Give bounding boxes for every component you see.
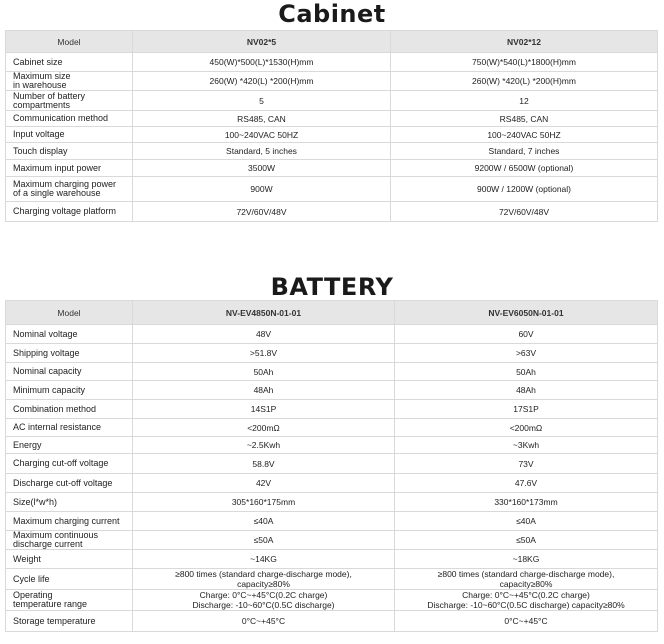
cabinet-row <box>6 53 658 72</box>
cabinet-row-value-2: 72V/60V/48V <box>391 202 658 222</box>
battery-row <box>6 400 658 419</box>
cabinet-row-label: Maximum charging power of a single warehouse <box>6 177 133 202</box>
battery-row-label: Shipping voltage <box>6 344 133 363</box>
battery-row-label: Maximum charging current <box>6 512 133 531</box>
battery-row <box>6 569 658 590</box>
battery-row-value-2: ≤40A <box>395 512 658 531</box>
battery-row-value-1: 0°C~+45°C <box>133 611 395 632</box>
cabinet-row-value-2: Standard, 7 inches <box>391 143 658 160</box>
cabinet-row-label: Touch display <box>6 143 133 160</box>
battery-title: BATTERY <box>270 273 394 301</box>
battery-row-value-1: 58.8V <box>133 454 395 474</box>
battery-row-value-2: Charge: 0°C~+45°C(0.2C charge) Discharge: -10~60°C(0.5C discharge) capacity≥80% <box>395 590 658 611</box>
battery-row-value-1: ≤50A <box>133 531 395 550</box>
cabinet-model-nv02-12: NV02*12 <box>391 31 658 53</box>
battery-row-value-1: ≥800 times (standard charge-discharge mode), capacity≥80% <box>133 569 395 590</box>
battery-row <box>6 590 658 611</box>
battery-spec-table <box>5 300 658 632</box>
cabinet-model-header: Model <box>6 31 133 53</box>
battery-row <box>6 454 658 474</box>
battery-row-value-1: 305*160*175mm <box>133 493 395 512</box>
cabinet-row-value-2: 900W / 1200W (optional) <box>391 177 658 202</box>
battery-row-label: Cycle life <box>6 569 133 590</box>
cabinet-row-value-1: 3500W <box>133 160 391 177</box>
battery-row-value-1: ~2.5Kwh <box>133 437 395 454</box>
cabinet-row-value-1: 5 <box>133 91 391 111</box>
battery-row-value-2: 17S1P <box>395 400 658 419</box>
cabinet-row-label: Number of battery compartments <box>6 91 133 111</box>
battery-row <box>6 474 658 493</box>
battery-row <box>6 344 658 363</box>
battery-header-row <box>6 301 658 325</box>
battery-row <box>6 325 658 344</box>
battery-row-value-1: 42V <box>133 474 395 493</box>
cabinet-row-label: Communication method <box>6 111 133 127</box>
battery-row-value-1: <200mΩ <box>133 419 395 437</box>
cabinet-row <box>6 160 658 177</box>
battery-row-value-2: 0°C~+45°C <box>395 611 658 632</box>
cabinet-row-value-2: RS485, CAN <box>391 111 658 127</box>
battery-row <box>6 531 658 550</box>
cabinet-table-body <box>6 53 658 222</box>
battery-table-body <box>6 325 658 632</box>
battery-row-label: Energy <box>6 437 133 454</box>
cabinet-row-value-1: 450(W)*500(L)*1530(H)mm <box>133 53 391 72</box>
battery-row <box>6 512 658 531</box>
cabinet-row-value-2: 260(W) *420(L) *200(H)mm <box>391 72 658 91</box>
battery-row-value-1: ~14KG <box>133 550 395 569</box>
battery-row-label: Weight <box>6 550 133 569</box>
cabinet-row-value-1: RS485, CAN <box>133 111 391 127</box>
battery-row-value-2: 50Ah <box>395 363 658 381</box>
cabinet-row <box>6 72 658 91</box>
cabinet-row-label: Cabinet size <box>6 53 133 72</box>
battery-row-value-1: ≤40A <box>133 512 395 531</box>
cabinet-row <box>6 127 658 143</box>
battery-row-label: Charging cut-off voltage <box>6 454 133 474</box>
battery-row-label: Discharge cut-off voltage <box>6 474 133 493</box>
cabinet-spec-table <box>5 30 658 222</box>
battery-model-6050: NV-EV6050N-01-01 <box>395 301 658 325</box>
battery-row-value-2: 47.6V <box>395 474 658 493</box>
battery-row-value-2: >63V <box>395 344 658 363</box>
battery-row <box>6 363 658 381</box>
cabinet-row-value-1: 260(W) *420(L) *200(H)mm <box>133 72 391 91</box>
cabinet-row <box>6 177 658 202</box>
battery-row <box>6 437 658 454</box>
battery-row-value-1: 50Ah <box>133 363 395 381</box>
battery-row <box>6 493 658 512</box>
battery-row-value-2: 48Ah <box>395 381 658 400</box>
battery-row-value-2: ~18KG <box>395 550 658 569</box>
cabinet-row-label: Charging voltage platform <box>6 202 133 222</box>
battery-row-label: Nominal voltage <box>6 325 133 344</box>
battery-row <box>6 611 658 632</box>
cabinet-row-label: Maximum input power <box>6 160 133 177</box>
battery-row-label: AC internal resistance <box>6 419 133 437</box>
cabinet-row <box>6 111 658 127</box>
cabinet-row-value-1: Standard, 5 inches <box>133 143 391 160</box>
battery-row-label: Combination method <box>6 400 133 419</box>
cabinet-model-nv02-5: NV02*5 <box>133 31 391 53</box>
battery-row-value-2: 60V <box>395 325 658 344</box>
cabinet-row-value-1: 100~240VAC 50HZ <box>133 127 391 143</box>
battery-row-value-2: <200mΩ <box>395 419 658 437</box>
battery-row <box>6 419 658 437</box>
cabinet-row-value-2: 12 <box>391 91 658 111</box>
battery-row-label: Nominal capacity <box>6 363 133 381</box>
cabinet-row-value-2: 750(W)*540(L)*1800(H)mm <box>391 53 658 72</box>
cabinet-row-value-1: 900W <box>133 177 391 202</box>
battery-row-value-2: ~3Kwh <box>395 437 658 454</box>
battery-row-value-2: 330*160*173mm <box>395 493 658 512</box>
battery-row-value-1: 48Ah <box>133 381 395 400</box>
battery-row <box>6 550 658 569</box>
battery-row-value-1: >51.8V <box>133 344 395 363</box>
battery-row-label: Maximum continuous discharge current <box>6 531 133 550</box>
battery-row-value-1: Charge: 0°C~+45°C(0.2C charge) Discharge: -10~60°C(0.5C discharge) <box>133 590 395 611</box>
battery-row-value-2: ≥800 times (standard charge-discharge mode), capacity≥80% <box>395 569 658 590</box>
battery-row-value-2: 73V <box>395 454 658 474</box>
cabinet-title: Cabinet <box>278 0 386 28</box>
cabinet-row-value-2: 9200W / 6500W (optional) <box>391 160 658 177</box>
battery-row-label: Size(l*w*h) <box>6 493 133 512</box>
cabinet-row <box>6 143 658 160</box>
battery-row-label: Storage temperature <box>6 611 133 632</box>
battery-row-label: Operating temperature range <box>6 590 133 611</box>
cabinet-row-label: Maximum size in warehouse <box>6 72 133 91</box>
battery-model-header: Model <box>6 301 133 325</box>
battery-row-value-1: 14S1P <box>133 400 395 419</box>
cabinet-row <box>6 91 658 111</box>
cabinet-row-value-1: 72V/60V/48V <box>133 202 391 222</box>
cabinet-row <box>6 202 658 222</box>
battery-row <box>6 381 658 400</box>
battery-row-value-1: 48V <box>133 325 395 344</box>
battery-row-value-2: ≤50A <box>395 531 658 550</box>
cabinet-header-row <box>6 31 658 53</box>
cabinet-row-label: Input voltage <box>6 127 133 143</box>
battery-model-4850: NV-EV4850N-01-01 <box>133 301 395 325</box>
cabinet-row-value-2: 100~240VAC 50HZ <box>391 127 658 143</box>
battery-row-label: Minimum capacity <box>6 381 133 400</box>
